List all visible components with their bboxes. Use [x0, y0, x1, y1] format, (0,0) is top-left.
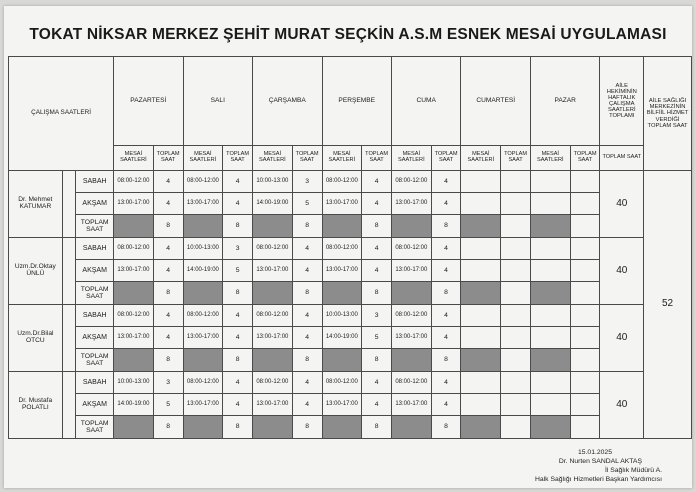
spacer-cell — [62, 238, 76, 305]
shaded-cell — [114, 215, 154, 238]
empty-cell — [461, 171, 501, 193]
toplam-saat-subheader: TOPLAM SAAT — [223, 146, 253, 171]
shift-hours: 08:00-12:00 — [183, 171, 223, 193]
empty-cell — [530, 327, 570, 349]
daily-total-value: 8 — [223, 416, 253, 439]
schedule-table — [8, 56, 692, 439]
shaded-cell — [392, 349, 432, 372]
spacer-cell — [62, 171, 76, 238]
empty-cell — [501, 372, 531, 394]
shift-hours: 08:00-12:00 — [183, 372, 223, 394]
center-total-header: AİLE SAĞLIĞI MERKEZİNİN BİLFİİL HİZMET VERDİĞİ TOPLAM SAAT — [644, 57, 692, 171]
table-row — [9, 305, 692, 327]
document-sheet — [4, 6, 692, 488]
empty-cell — [501, 282, 531, 305]
sabah-label: SABAH — [76, 171, 114, 193]
shift-total: 4 — [223, 372, 253, 394]
empty-cell — [570, 215, 600, 238]
shift-total: 4 — [431, 171, 461, 193]
table-row — [9, 238, 692, 260]
toplam-saat-subheader: TOPLAM SAAT — [362, 146, 392, 171]
shaded-cell — [114, 349, 154, 372]
empty-cell — [570, 238, 600, 260]
toplam-saat-subheader: TOPLAM SAAT — [292, 146, 322, 171]
mesai-saatleri-subheader: MESAİ SAATLERİ — [392, 146, 432, 171]
shaded-cell — [392, 282, 432, 305]
empty-cell — [570, 305, 600, 327]
empty-cell — [530, 305, 570, 327]
empty-cell — [461, 305, 501, 327]
daily-total-value: 8 — [292, 349, 322, 372]
shift-total: 4 — [362, 394, 392, 416]
empty-cell — [501, 260, 531, 282]
shift-total: 4 — [431, 327, 461, 349]
shaded-cell — [322, 282, 362, 305]
shift-total: 4 — [292, 372, 322, 394]
doctor-name: Uzm.Dr.Bilal OTCU — [9, 305, 63, 372]
shift-hours: 10:00-13:00 — [322, 305, 362, 327]
empty-cell — [530, 171, 570, 193]
toplam-saat-label: TOPLAM SAAT — [76, 349, 114, 372]
sabah-label: SABAH — [76, 372, 114, 394]
daily-total-value: 8 — [153, 416, 183, 439]
shift-hours: 13:00-17:00 — [183, 327, 223, 349]
shaded-cell — [530, 349, 570, 372]
shaded-cell — [253, 282, 293, 305]
day-header: CUMA — [392, 57, 461, 146]
shaded-cell — [183, 282, 223, 305]
shift-hours: 08:00-12:00 — [253, 372, 293, 394]
shaded-cell — [253, 416, 293, 439]
weekly-total-header: AİLE HEKİMİNİN HAFTALIK ÇALIŞMA SAATLERİ TOPLAMI — [600, 57, 644, 146]
shift-hours: 08:00-12:00 — [392, 171, 432, 193]
shift-hours: 13:00-17:00 — [392, 260, 432, 282]
shift-hours: 14:00-19:00 — [114, 394, 154, 416]
daily-total-value: 8 — [223, 215, 253, 238]
table-row — [9, 394, 692, 416]
shift-total: 4 — [153, 238, 183, 260]
shift-hours: 14:00-19:00 — [322, 327, 362, 349]
empty-cell — [530, 238, 570, 260]
aksam-label: AKŞAM — [76, 193, 114, 215]
mesai-saatleri-subheader: MESAİ SAATLERİ — [114, 146, 154, 171]
shift-hours: 14:00-19:00 — [253, 193, 293, 215]
daily-total-value: 8 — [153, 215, 183, 238]
doctor-name: Uzm.Dr.Oktay ÜNLÜ — [9, 238, 63, 305]
day-header: SALI — [183, 57, 252, 146]
shift-total: 4 — [223, 305, 253, 327]
daily-total-value: 8 — [153, 282, 183, 305]
shift-hours: 08:00-12:00 — [322, 238, 362, 260]
header-row — [9, 57, 692, 146]
shift-hours: 14:00-19:00 — [183, 260, 223, 282]
shift-total: 4 — [431, 372, 461, 394]
shift-hours: 13:00-17:00 — [322, 193, 362, 215]
signatory-role: İl Sağlık Müdürü A. — [604, 467, 662, 474]
mesai-saatleri-subheader: MESAİ SAATLERİ — [530, 146, 570, 171]
shift-total: 4 — [292, 260, 322, 282]
empty-cell — [570, 260, 600, 282]
shaded-cell — [322, 416, 362, 439]
shift-hours: 10:00-13:00 — [253, 171, 293, 193]
toplam-saat-label: TOPLAM SAAT — [76, 215, 114, 238]
shift-total: 4 — [362, 238, 392, 260]
shift-hours: 08:00-12:00 — [183, 305, 223, 327]
table-row — [9, 282, 692, 305]
shaded-cell — [530, 215, 570, 238]
table-row — [9, 349, 692, 372]
daily-total-value: 8 — [431, 416, 461, 439]
shaded-cell — [183, 215, 223, 238]
shift-total: 4 — [223, 327, 253, 349]
shift-total: 4 — [292, 238, 322, 260]
weekly-total-value: 40 — [600, 305, 644, 372]
aksam-label: AKŞAM — [76, 327, 114, 349]
shift-total: 4 — [223, 171, 253, 193]
signatory-name: Dr. Nurten SANDAL AKTAŞ — [558, 458, 642, 465]
table-row — [9, 260, 692, 282]
empty-cell — [461, 372, 501, 394]
empty-cell — [501, 305, 531, 327]
aksam-label: AKŞAM — [76, 394, 114, 416]
mesai-saatleri-subheader: MESAİ SAATLERİ — [461, 146, 501, 171]
empty-cell — [570, 416, 600, 439]
empty-cell — [501, 327, 531, 349]
shift-hours: 08:00-12:00 — [114, 171, 154, 193]
empty-cell — [461, 394, 501, 416]
shift-total: 5 — [292, 193, 322, 215]
signature-date: 15.01.2025 — [577, 449, 612, 456]
weekly-total-value: 40 — [600, 372, 644, 439]
shift-hours: 08:00-12:00 — [253, 305, 293, 327]
mesai-saatleri-subheader: MESAİ SAATLERİ — [183, 146, 223, 171]
shift-hours: 13:00-17:00 — [322, 260, 362, 282]
daily-total-value: 8 — [292, 215, 322, 238]
shaded-cell — [322, 349, 362, 372]
toplam-saat-subheader: TOPLAM SAAT — [570, 146, 600, 171]
signatory-department: Halk Sağlığı Hizmetleri Başkan Yardımcısı — [534, 476, 662, 483]
shaded-cell — [530, 416, 570, 439]
doctor-name: Dr. Mehmet KATUMAR — [9, 171, 63, 238]
empty-cell — [461, 193, 501, 215]
shaded-cell — [114, 416, 154, 439]
sabah-label: SABAH — [76, 238, 114, 260]
empty-cell — [570, 282, 600, 305]
shift-hours: 13:00-17:00 — [392, 394, 432, 416]
empty-cell — [501, 215, 531, 238]
shift-hours: 08:00-12:00 — [392, 372, 432, 394]
shift-total: 3 — [153, 372, 183, 394]
shift-total: 4 — [431, 260, 461, 282]
shift-hours: 08:00-12:00 — [114, 238, 154, 260]
empty-cell — [530, 372, 570, 394]
toplam-saat-subheader: TOPLAM SAAT — [501, 146, 531, 171]
weekly-total-value: 40 — [600, 171, 644, 238]
shift-total: 4 — [292, 327, 322, 349]
table-row — [9, 416, 692, 439]
shaded-cell — [322, 215, 362, 238]
empty-cell — [461, 260, 501, 282]
shift-total: 3 — [292, 171, 322, 193]
shift-total: 4 — [292, 394, 322, 416]
shaded-cell — [183, 416, 223, 439]
day-header: PAZAR — [530, 57, 599, 146]
empty-cell — [461, 327, 501, 349]
shift-total: 4 — [153, 193, 183, 215]
shift-hours: 13:00-17:00 — [183, 193, 223, 215]
shift-total: 5 — [362, 327, 392, 349]
shaded-cell — [253, 349, 293, 372]
shift-total: 4 — [292, 305, 322, 327]
empty-cell — [501, 349, 531, 372]
shift-hours: 13:00-17:00 — [183, 394, 223, 416]
shift-total: 3 — [362, 305, 392, 327]
shift-total: 4 — [431, 394, 461, 416]
empty-cell — [570, 327, 600, 349]
empty-cell — [501, 416, 531, 439]
daily-total-value: 8 — [362, 282, 392, 305]
shift-total: 3 — [223, 238, 253, 260]
empty-cell — [570, 349, 600, 372]
table-row — [9, 193, 692, 215]
empty-cell — [501, 394, 531, 416]
daily-total-value: 8 — [362, 416, 392, 439]
shaded-cell — [183, 349, 223, 372]
toplam-saat-subheader: TOPLAM SAAT — [153, 146, 183, 171]
day-header: ÇARŞAMBA — [253, 57, 322, 146]
day-header: PERŞEMBE — [322, 57, 391, 146]
shift-hours: 13:00-17:00 — [114, 327, 154, 349]
center-total-value: 52 — [644, 171, 692, 439]
page-title: TOKAT NİKSAR MERKEZ ŞEHİT MURAT SEÇKİN A.S.M ESNEK MESAİ UYGULAMASI — [29, 26, 667, 43]
daily-total-value: 8 — [292, 416, 322, 439]
shift-total: 4 — [153, 305, 183, 327]
daily-total-value: 8 — [292, 282, 322, 305]
shift-hours: 08:00-12:00 — [114, 305, 154, 327]
shaded-cell — [461, 349, 501, 372]
shift-total: 4 — [362, 171, 392, 193]
daily-total-value: 8 — [362, 349, 392, 372]
shaded-cell — [461, 416, 501, 439]
shift-total: 5 — [223, 260, 253, 282]
shaded-cell — [114, 282, 154, 305]
shift-total: 4 — [431, 305, 461, 327]
table-row — [9, 372, 692, 394]
empty-cell — [501, 171, 531, 193]
daily-total-value: 8 — [431, 215, 461, 238]
shift-total: 4 — [362, 193, 392, 215]
table-row — [9, 171, 692, 193]
shaded-cell — [461, 215, 501, 238]
empty-cell — [570, 394, 600, 416]
doctor-name: Dr. Mustafa POLATLI — [9, 372, 63, 439]
shift-hours: 08:00-12:00 — [253, 238, 293, 260]
shaded-cell — [392, 416, 432, 439]
shift-total: 5 — [153, 394, 183, 416]
shift-hours: 13:00-17:00 — [253, 327, 293, 349]
shift-hours: 08:00-12:00 — [322, 171, 362, 193]
shift-total: 4 — [153, 171, 183, 193]
shaded-cell — [253, 215, 293, 238]
empty-cell — [570, 171, 600, 193]
daily-total-value: 8 — [223, 349, 253, 372]
spacer-cell — [62, 305, 76, 372]
table-row — [9, 327, 692, 349]
shift-total: 4 — [223, 193, 253, 215]
calisma-saatleri-header: ÇALIŞMA SAATLERİ — [9, 57, 114, 171]
daily-total-value: 8 — [223, 282, 253, 305]
daily-total-value: 8 — [431, 349, 461, 372]
daily-total-value: 8 — [153, 349, 183, 372]
shift-hours: 08:00-12:00 — [392, 305, 432, 327]
shift-total: 4 — [362, 260, 392, 282]
shaded-cell — [392, 215, 432, 238]
toplam-saat-label: TOPLAM SAAT — [76, 416, 114, 439]
shift-hours: 08:00-12:00 — [392, 238, 432, 260]
shift-total: 4 — [223, 394, 253, 416]
shift-hours: 13:00-17:00 — [253, 260, 293, 282]
shift-hours: 13:00-17:00 — [392, 193, 432, 215]
table-row — [9, 215, 692, 238]
empty-cell — [501, 193, 531, 215]
shift-total: 4 — [431, 238, 461, 260]
spacer-cell — [62, 372, 76, 439]
daily-total-value: 8 — [431, 282, 461, 305]
shaded-cell — [530, 282, 570, 305]
empty-cell — [570, 193, 600, 215]
weekly-total-value: 40 — [600, 238, 644, 305]
shift-hours: 10:00-13:00 — [114, 372, 154, 394]
day-header: PAZARTESİ — [114, 57, 183, 146]
shift-total: 4 — [362, 372, 392, 394]
shift-hours: 13:00-17:00 — [253, 394, 293, 416]
shift-total: 4 — [153, 260, 183, 282]
shift-hours: 13:00-17:00 — [392, 327, 432, 349]
empty-cell — [501, 238, 531, 260]
empty-cell — [530, 394, 570, 416]
empty-cell — [570, 372, 600, 394]
daily-total-value: 8 — [362, 215, 392, 238]
shift-total: 4 — [431, 193, 461, 215]
empty-cell — [530, 260, 570, 282]
shift-hours: 13:00-17:00 — [114, 260, 154, 282]
shaded-cell — [461, 282, 501, 305]
toplam-saat-subheader: TOPLAM SAAT — [600, 146, 644, 171]
shift-hours: 13:00-17:00 — [114, 193, 154, 215]
toplam-saat-label: TOPLAM SAAT — [76, 282, 114, 305]
mesai-saatleri-subheader: MESAİ SAATLERİ — [253, 146, 293, 171]
empty-cell — [530, 193, 570, 215]
mesai-saatleri-subheader: MESAİ SAATLERİ — [322, 146, 362, 171]
sabah-label: SABAH — [76, 305, 114, 327]
aksam-label: AKŞAM — [76, 260, 114, 282]
shift-hours: 08:00-12:00 — [322, 372, 362, 394]
empty-cell — [461, 238, 501, 260]
shift-hours: 13:00-17:00 — [322, 394, 362, 416]
toplam-saat-subheader: TOPLAM SAAT — [431, 146, 461, 171]
shift-hours: 10:00-13:00 — [183, 238, 223, 260]
shift-total: 4 — [153, 327, 183, 349]
day-header: CUMARTESİ — [461, 57, 530, 146]
signature-block — [535, 448, 662, 484]
